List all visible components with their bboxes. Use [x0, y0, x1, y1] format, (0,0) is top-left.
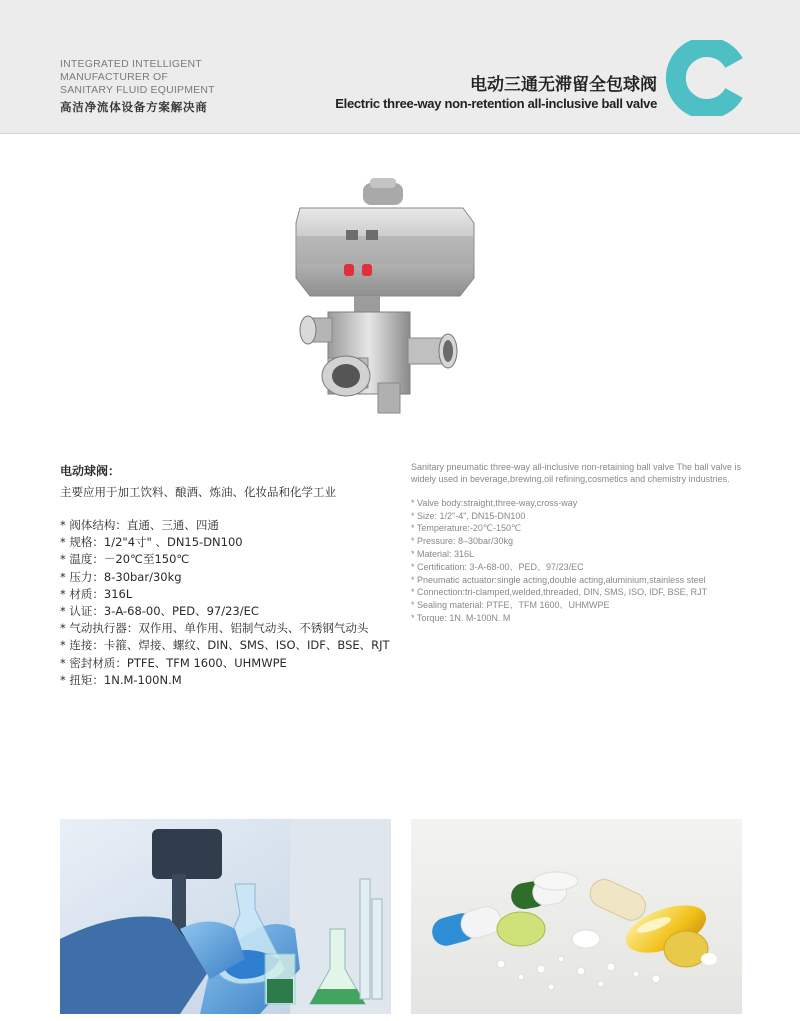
- cn-spec-item: * 连接：卡箍、焊接、螺纹、DIN、SMS、ISO、IDF、BSE、RJT: [60, 638, 390, 653]
- en-spec-item: * Certification: 3-A-68-00、PED、97/23/EC: [411, 561, 584, 572]
- capsules-and-pills-photo: [411, 819, 742, 1014]
- en-spec-item: * Pneumatic actuator:single acting,double acting,aluminium,stainless steel: [411, 574, 706, 585]
- company-name-en-line: SANITARY FLUID EQUIPMENT: [60, 84, 215, 96]
- en-spec-item: * Temperature:-20℃-150℃: [411, 523, 522, 534]
- cn-spec-item: * 气动执行器：双作用、单作用、铝制气动头、不锈钢气动头: [60, 621, 369, 636]
- en-spec-item: * Size: 1/2"-4", DN15-DN100: [411, 510, 526, 521]
- company-name-en-line: INTEGRATED INTELLIGENT: [60, 58, 202, 70]
- cn-spec-intro: 主要应用于加工饮料、酿酒、炼油、化妆品和化学工业: [60, 485, 336, 499]
- laboratory-flask-photo: [60, 819, 391, 1014]
- en-spec-item: * Pressure: 8–30bar/30kg: [411, 536, 514, 547]
- chinese-spec-block: [60, 462, 400, 689]
- en-spec-item: * Material: 316L: [411, 549, 475, 559]
- page-header: [0, 0, 800, 134]
- cn-spec-item: * 扭矩：1N.M-100N.M: [60, 672, 182, 687]
- page-title-en: Electric three-way non-retention all-inclusive ball valve: [335, 96, 657, 111]
- cn-spec-item: * 规格：1/2"4寸" 、DN15-DN100: [60, 535, 243, 550]
- cn-spec-item: * 压力：8-30bar/30kg: [60, 569, 182, 584]
- en-spec-item: * Torque: 1N. M-100N. M: [411, 612, 511, 623]
- three-way-ball-valve-photo: [288, 178, 488, 423]
- cn-spec-item: * 阀体结构：直通、三通、四通: [60, 518, 219, 532]
- cn-spec-item: * 密封材质：PTFE、TFM 1600、UHMWPE: [60, 655, 287, 670]
- page-title-cn: 电动三通无滞留全包球阀: [470, 75, 657, 95]
- brand-c-logo-icon: [660, 40, 745, 116]
- cn-spec-item: * 温度：－20℃至150℃: [60, 552, 190, 567]
- en-spec-item: * Valve body:straight,three-way,cross-way: [411, 497, 578, 508]
- english-spec-block: [411, 461, 753, 625]
- cn-spec-item: * 材质：316L: [60, 586, 133, 601]
- cn-spec-heading: 电动球阀：: [60, 464, 121, 478]
- company-name-en-line: MANUFACTURER OF: [60, 71, 168, 83]
- cn-spec-item: * 认证：3-A-68-00、PED、97/23/EC: [60, 604, 259, 619]
- en-spec-intro: Sanitary pneumatic three-way all-inclusive non-retaining ball valve The ball valve is widely used in beverage,brewing,oil refining,cosmetics and chemistry industries.: [411, 462, 741, 485]
- company-name-cn: 高洁净流体设备方案解决商: [60, 100, 208, 114]
- en-spec-list: [411, 497, 753, 625]
- en-spec-item: * Sealing material: PTFE、TFM 1600、UHMWPE: [411, 600, 610, 611]
- cn-spec-list: [60, 517, 400, 689]
- company-name-en: [60, 58, 260, 97]
- en-spec-item: * Connection:tri-clamped,welded,threaded, DIN, SMS, ISO, IDF, BSE, RJT: [411, 587, 708, 598]
